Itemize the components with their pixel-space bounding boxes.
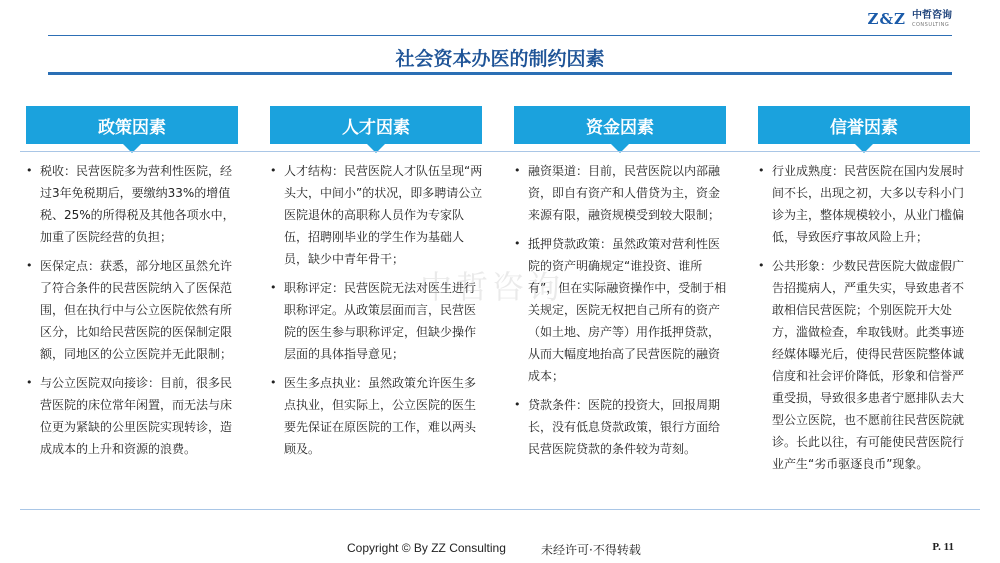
column-reputation-factors [758, 160, 974, 482]
list-item: • 抵押贷款政策：虽然政策对营利性医院的资产明确规定“谁投资、谁所有”，但在实际融资操作中，受制于相关规定，医院无权把自己所有的资产（如土地、房产等）用作抵押贷款，从而大幅度地抬高了民营医院的融资成本； [514, 233, 730, 387]
list-item: • 人才结构：民营医院人才队伍呈现“两头大，中间小”的状况，即多聘请公立医院退休的高职称人员作为专家队伍，招聘刚毕业的学生作为基础人员，缺少中青年骨干； [270, 160, 486, 270]
company-logo [868, 10, 952, 28]
list-item: • 贷款条件：医院的投资大，回报周期长，没有低息贷款政策，银行方面给民营医院贷款的条件较为苛刻。 [514, 394, 730, 460]
content-bottom-divider [20, 509, 980, 510]
column-talent-factors [270, 160, 486, 467]
footer-notice: 未经许可·不得转载 [541, 543, 641, 557]
capital-list [514, 160, 730, 460]
column-policy-factors [26, 160, 242, 467]
reputation-list [758, 160, 974, 475]
header-reputation-factors: 信誉因素 [758, 106, 970, 144]
watermark: 中哲咨询 [420, 268, 565, 306]
list-item: • 医保定点：获悉，部分地区虽然允许了符合条件的民营医院纳入了医保范围，但在执行中与公立医院依然有所区分，比如给民营医院的医保制定限额，同地区的公立医院并无此限制； [26, 255, 242, 365]
title-underline [48, 72, 952, 75]
header-rule [48, 35, 952, 36]
logo-mark: Z&Z [867, 10, 906, 28]
header-capital-factors: 资金因素 [514, 106, 726, 144]
list-item: • 税收：民营医院多为营利性医院，经过3年免税期后，要缴纳33%的增值税、25%的所得税及其他各项水中，加重了医院经营的负担； [26, 160, 242, 248]
content-top-divider [20, 151, 980, 152]
list-item: • 与公立医院双向接诊：目前，很多民营医院的床位常年闲置，而无法与床位更为紧缺的公里医院实现转诊，造成成本的上升和资源的浪费。 [26, 372, 242, 460]
talent-list [270, 160, 486, 460]
logo-chinese-name: 中哲咨询 [912, 9, 952, 21]
logo-english-name: CONSULTING [912, 21, 950, 28]
column-capital-factors [514, 160, 730, 467]
list-item: • 行业成熟度：民营医院在国内发展时间不长，出现之初，大多以专科小门诊为主，整体规模较小，从业门槛偏低，导致医疗事故风险上升； [758, 160, 974, 248]
list-item: • 医生多点执业：虽然政策允许医生多点执业，但实际上，公立医院的医生要先保证在原医院的工作，难以两头顾及。 [270, 372, 486, 460]
page-number: P. 11 [932, 541, 954, 553]
list-item: • 职称评定：民营医院无法对医生进行职称评定。从政策层面而言，民营医院的医生参与职称评定，但缺少操作层面的具体指导意见； [270, 277, 486, 365]
logo-text [912, 11, 952, 28]
list-item: • 融资渠道：目前，民营医院以内部融资，即自有资产和人借贷为主，资金来源有限，融资规模受到较大限制； [514, 160, 730, 226]
header-talent-factors: 人才因素 [270, 106, 482, 144]
footer-copyright: Copyright © By ZZ Consulting [347, 541, 506, 555]
policy-list [26, 160, 242, 460]
list-item: • 公共形象：少数民营医院大做虚假广告招揽病人，严重失实，导致患者不敢相信民营医院；个别医院开大处方，滥做检查，牟取钱财。此类事迹经媒体曝光后，使得民营医院整体诚信度和社会评价降低，形象和信誉严重受损，导致很多患者宁愿排队去大型公立医院，也不愿前往民营医院就诊。长此以往，有可能使民营医院行业产生“劣币驱逐良币”现象。 [758, 255, 974, 475]
page-title: 社会资本办医的制约因素 [395, 48, 605, 70]
header-policy-factors: 政策因素 [26, 106, 238, 144]
